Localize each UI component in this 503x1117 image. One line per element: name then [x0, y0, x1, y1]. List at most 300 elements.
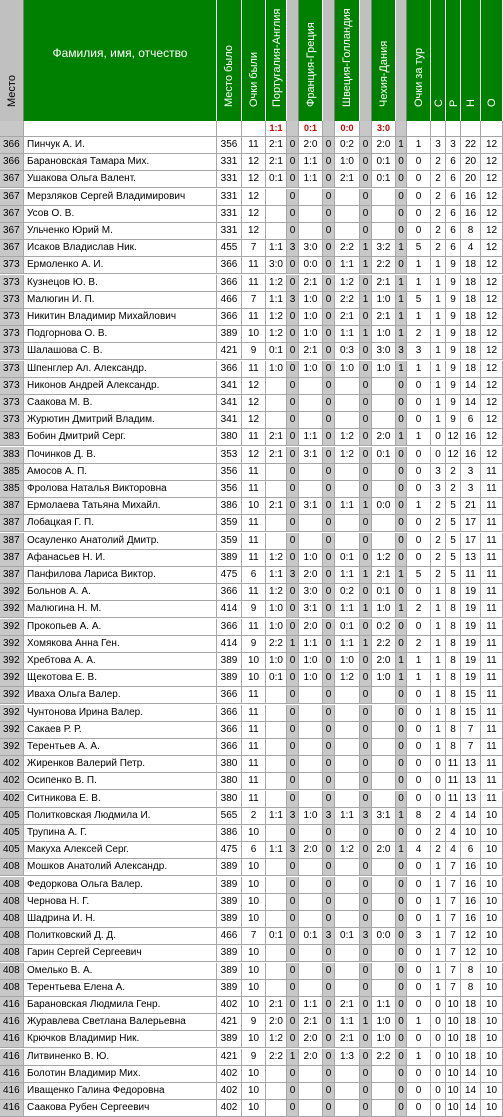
s-cell[interactable]: 1 — [431, 326, 446, 343]
match-3-points-cell[interactable]: 1 — [360, 257, 372, 274]
prev-points-cell[interactable]: 7 — [242, 928, 266, 945]
prev-points-cell[interactable]: 11 — [242, 481, 266, 498]
prev-place-cell[interactable]: 366 — [217, 739, 242, 756]
place-cell[interactable]: 408 — [0, 945, 24, 962]
match-3-points-cell[interactable]: 0 — [360, 412, 372, 429]
prev-points-cell[interactable]: 9 — [242, 1014, 266, 1031]
match-3-forecast-cell[interactable]: 1:1 — [335, 498, 360, 515]
match-1-points-cell[interactable]: 0 — [287, 137, 299, 154]
prev-points-cell[interactable]: 10 — [242, 1066, 266, 1083]
prev-points-cell[interactable]: 10 — [242, 894, 266, 911]
n-cell[interactable]: 18 — [461, 361, 481, 378]
match-4-forecast-cell[interactable] — [372, 395, 396, 412]
prev-points-cell[interactable]: 10 — [242, 980, 266, 997]
n-cell[interactable]: 16 — [461, 206, 481, 223]
match-2-forecast-cell[interactable] — [299, 859, 323, 876]
match-1-forecast-cell[interactable] — [266, 877, 287, 894]
n-cell[interactable]: 18 — [461, 326, 481, 343]
n-cell[interactable]: 7 — [461, 722, 481, 739]
n-cell[interactable]: 12 — [461, 928, 481, 945]
r-cell[interactable]: 6 — [446, 189, 461, 206]
prev-points-cell[interactable]: 12 — [242, 189, 266, 206]
s-cell[interactable]: 0 — [431, 756, 446, 773]
match-4-points-cell[interactable]: 0 — [396, 739, 407, 756]
header-o[interactable] — [481, 0, 503, 121]
o-cell[interactable]: 11 — [481, 773, 503, 790]
n-cell[interactable]: 10 — [461, 825, 481, 842]
tour-points-cell[interactable]: 0 — [407, 705, 431, 722]
name-cell[interactable]: Саакова Рубен Сергеевич — [24, 1100, 217, 1117]
match-1-points-cell[interactable]: 0 — [287, 1066, 299, 1083]
tour-points-cell[interactable]: 0 — [407, 171, 431, 188]
match-4-forecast-cell[interactable]: 2:1 — [372, 567, 396, 584]
match-1-points-cell[interactable]: 0 — [287, 154, 299, 171]
n-cell[interactable]: 14 — [461, 1066, 481, 1083]
match-3-points-cell[interactable]: 0 — [360, 877, 372, 894]
r-cell[interactable]: 4 — [446, 808, 461, 825]
place-cell[interactable]: 392 — [0, 653, 24, 670]
place-cell[interactable]: 416 — [0, 1014, 24, 1031]
place-cell[interactable]: 392 — [0, 619, 24, 636]
place-cell[interactable]: 408 — [0, 911, 24, 928]
match-3-forecast-cell[interactable]: 2:1 — [335, 997, 360, 1014]
match-3-points-cell[interactable]: 0 — [360, 171, 372, 188]
match-2-forecast-cell[interactable] — [299, 980, 323, 997]
name-cell[interactable]: Подгорнова О. В. — [24, 326, 217, 343]
match-4-forecast-cell[interactable]: 0:1 — [372, 584, 396, 601]
match-4-points-cell[interactable]: 0 — [396, 945, 407, 962]
name-cell[interactable]: Ушакова Ольга Валент. — [24, 171, 217, 188]
name-cell[interactable]: Иваха Ольга Валер. — [24, 687, 217, 704]
prev-place-cell[interactable]: 331 — [217, 154, 242, 171]
match-1-forecast-cell[interactable] — [266, 1100, 287, 1117]
match-2-points-cell[interactable]: 0 — [323, 533, 335, 550]
match-4-forecast-cell[interactable] — [372, 687, 396, 704]
tour-points-cell[interactable]: 1 — [407, 361, 431, 378]
match-1-points-cell[interactable]: 0 — [287, 928, 299, 945]
match-3-forecast-cell[interactable]: 0:1 — [335, 550, 360, 567]
n-cell[interactable]: 13 — [461, 773, 481, 790]
tour-points-cell[interactable]: 0 — [407, 825, 431, 842]
o-cell[interactable]: 10 — [481, 1066, 503, 1083]
match-2-forecast-cell[interactable]: 1:0 — [299, 292, 323, 309]
match-1-forecast-cell[interactable] — [266, 481, 287, 498]
match-3-forecast-cell[interactable] — [335, 206, 360, 223]
match-3-forecast-cell[interactable] — [335, 877, 360, 894]
match-2-points-cell[interactable]: 0 — [323, 137, 335, 154]
r-cell[interactable]: 7 — [446, 894, 461, 911]
s-cell[interactable]: 0 — [431, 1100, 446, 1117]
match-4-forecast-cell[interactable] — [372, 533, 396, 550]
match-2-forecast-cell[interactable]: 1:0 — [299, 326, 323, 343]
prev-points-cell[interactable]: 12 — [242, 154, 266, 171]
s-cell[interactable]: 0 — [431, 997, 446, 1014]
match-1-forecast-cell[interactable] — [266, 515, 287, 532]
n-cell[interactable]: 18 — [461, 1014, 481, 1031]
n-cell[interactable]: 22 — [461, 137, 481, 154]
name-cell[interactable]: Бобин Дмитрий Серг. — [24, 429, 217, 446]
r-cell[interactable]: 11 — [446, 773, 461, 790]
n-cell[interactable]: 14 — [461, 395, 481, 412]
match-2-points-cell[interactable]: 0 — [323, 773, 335, 790]
prev-place-cell[interactable]: 380 — [217, 773, 242, 790]
match-3-forecast-cell[interactable]: 0:2 — [335, 584, 360, 601]
place-cell[interactable]: 416 — [0, 1031, 24, 1048]
name-cell[interactable]: Крючков Владимир Ник. — [24, 1031, 217, 1048]
prev-points-cell[interactable]: 9 — [242, 1049, 266, 1066]
match-1-points-cell[interactable]: 0 — [287, 223, 299, 240]
prev-place-cell[interactable]: 389 — [217, 670, 242, 687]
match-3-forecast-cell[interactable] — [335, 1066, 360, 1083]
match-3-points-cell[interactable]: 0 — [360, 756, 372, 773]
s-cell[interactable]: 1 — [431, 395, 446, 412]
match-2-points-cell[interactable]: 0 — [323, 687, 335, 704]
match-3-result[interactable]: 0:0 — [335, 121, 360, 137]
place-cell[interactable]: 408 — [0, 928, 24, 945]
place-cell[interactable]: 416 — [0, 1100, 24, 1117]
header-s[interactable] — [431, 0, 446, 121]
o-cell[interactable]: 12 — [481, 275, 503, 292]
match-4-points-cell[interactable]: 0 — [396, 1066, 407, 1083]
match-2-points-cell[interactable]: 0 — [323, 877, 335, 894]
match-1-points-cell[interactable]: 0 — [287, 343, 299, 360]
s-cell[interactable]: 1 — [431, 687, 446, 704]
s-cell[interactable]: 1 — [431, 361, 446, 378]
n-cell[interactable]: 13 — [461, 791, 481, 808]
match-4-points-cell[interactable]: 0 — [396, 1049, 407, 1066]
match-2-points-cell[interactable]: 0 — [323, 705, 335, 722]
prev-place-cell[interactable]: 366 — [217, 584, 242, 601]
place-cell[interactable]: 373 — [0, 275, 24, 292]
match-4-forecast-cell[interactable] — [372, 481, 396, 498]
match-1-points-cell[interactable]: 0 — [287, 584, 299, 601]
match-2-forecast-cell[interactable]: 2:0 — [299, 842, 323, 859]
name-cell[interactable]: Ермоленко А. И. — [24, 257, 217, 274]
tour-points-cell[interactable]: 0 — [407, 223, 431, 240]
match-3-forecast-cell[interactable]: 1:0 — [335, 653, 360, 670]
o-cell[interactable]: 10 — [481, 808, 503, 825]
n-cell[interactable]: 17 — [461, 515, 481, 532]
s-cell[interactable]: 2 — [431, 223, 446, 240]
o-cell[interactable]: 11 — [481, 567, 503, 584]
match-2-points-cell[interactable]: 0 — [323, 980, 335, 997]
place-cell[interactable]: 387 — [0, 533, 24, 550]
match-2-forecast-cell[interactable] — [299, 963, 323, 980]
match-1-points-cell[interactable]: 0 — [287, 945, 299, 962]
match-1-forecast-cell[interactable]: 2:1 — [266, 429, 287, 446]
match-2-forecast-cell[interactable]: 2:1 — [299, 275, 323, 292]
match-1-points-cell[interactable]: 0 — [287, 189, 299, 206]
match-3-points-cell[interactable]: 0 — [360, 980, 372, 997]
results-cell-o[interactable] — [481, 121, 503, 137]
match-4-points-cell[interactable]: 0 — [396, 154, 407, 171]
place-cell[interactable]: 373 — [0, 361, 24, 378]
prev-place-cell[interactable]: 359 — [217, 533, 242, 550]
match-4-forecast-cell[interactable]: 1:0 — [372, 670, 396, 687]
match-1-forecast-cell[interactable]: 1:0 — [266, 619, 287, 636]
match-2-forecast-cell[interactable] — [299, 464, 323, 481]
prev-points-cell[interactable]: 11 — [242, 464, 266, 481]
prev-place-cell[interactable]: 366 — [217, 361, 242, 378]
name-cell[interactable]: Малюгина Н. М. — [24, 601, 217, 618]
prev-place-cell[interactable]: 356 — [217, 464, 242, 481]
match-4-forecast-cell[interactable] — [372, 773, 396, 790]
r-cell[interactable]: 9 — [446, 395, 461, 412]
prev-points-cell[interactable]: 10 — [242, 877, 266, 894]
name-cell[interactable]: Осауленко Анатолий Дмитр. — [24, 533, 217, 550]
results-cell-r[interactable] — [446, 121, 461, 137]
match-1-points-cell[interactable]: 0 — [287, 378, 299, 395]
match-1-points-cell[interactable]: 0 — [287, 619, 299, 636]
match-2-forecast-cell[interactable]: 1:1 — [299, 171, 323, 188]
name-cell[interactable]: Никонов Андрей Александр. — [24, 378, 217, 395]
r-cell[interactable]: 6 — [446, 240, 461, 257]
place-cell[interactable]: 367 — [0, 206, 24, 223]
r-cell[interactable]: 7 — [446, 877, 461, 894]
s-cell[interactable]: 1 — [431, 292, 446, 309]
prev-place-cell[interactable]: 386 — [217, 825, 242, 842]
match-3-forecast-cell[interactable] — [335, 859, 360, 876]
header-r[interactable] — [446, 0, 461, 121]
prev-points-cell[interactable]: 11 — [242, 739, 266, 756]
prev-points-cell[interactable]: 7 — [242, 240, 266, 257]
match-1-forecast-cell[interactable] — [266, 739, 287, 756]
match-2-points-cell[interactable]: 0 — [323, 429, 335, 446]
o-cell[interactable]: 10 — [481, 1100, 503, 1117]
match-3-forecast-cell[interactable]: 2:2 — [335, 240, 360, 257]
prev-points-cell[interactable]: 10 — [242, 825, 266, 842]
n-cell[interactable]: 18 — [461, 1031, 481, 1048]
match-3-points-cell[interactable]: 0 — [360, 894, 372, 911]
place-cell[interactable]: 392 — [0, 584, 24, 601]
place-cell[interactable]: 392 — [0, 601, 24, 618]
match-4-forecast-cell[interactable]: 3:1 — [372, 808, 396, 825]
match-1-forecast-cell[interactable] — [266, 533, 287, 550]
s-cell[interactable]: 2 — [431, 171, 446, 188]
tour-points-cell[interactable]: 2 — [407, 636, 431, 653]
tour-points-cell[interactable]: 1 — [407, 137, 431, 154]
place-cell[interactable]: 387 — [0, 515, 24, 532]
match-3-points-cell[interactable]: 0 — [360, 945, 372, 962]
r-cell[interactable]: 4 — [446, 825, 461, 842]
match-2-forecast-cell[interactable] — [299, 945, 323, 962]
match-3-points-cell[interactable]: 0 — [360, 653, 372, 670]
match-4-points-cell[interactable]: 0 — [396, 1014, 407, 1031]
prev-place-cell[interactable]: 421 — [217, 343, 242, 360]
prev-place-cell[interactable]: 402 — [217, 1083, 242, 1100]
match-3-points-cell[interactable]: 0 — [360, 223, 372, 240]
n-cell[interactable]: 12 — [461, 945, 481, 962]
match-1-forecast-cell[interactable]: 2:2 — [266, 636, 287, 653]
match-3-points-cell[interactable]: 0 — [360, 825, 372, 842]
prev-place-cell[interactable]: 455 — [217, 240, 242, 257]
prev-points-cell[interactable]: 11 — [242, 722, 266, 739]
match-3-forecast-cell[interactable] — [335, 756, 360, 773]
o-cell[interactable]: 10 — [481, 980, 503, 997]
match-3-points-cell[interactable]: 0 — [360, 378, 372, 395]
place-cell[interactable]: 385 — [0, 481, 24, 498]
match-2-forecast-cell[interactable] — [299, 825, 323, 842]
match-2-forecast-cell[interactable] — [299, 206, 323, 223]
tour-points-cell[interactable]: 1 — [407, 653, 431, 670]
n-cell[interactable]: 13 — [461, 550, 481, 567]
match-4-points-cell[interactable]: 0 — [396, 705, 407, 722]
tour-points-cell[interactable]: 5 — [407, 240, 431, 257]
match-2-forecast-cell[interactable] — [299, 412, 323, 429]
match-1-points-cell[interactable]: 0 — [287, 963, 299, 980]
match-4-points-cell[interactable]: 0 — [396, 447, 407, 464]
n-cell[interactable]: 16 — [461, 894, 481, 911]
match-3-forecast-cell[interactable]: 1:0 — [335, 361, 360, 378]
prev-place-cell[interactable]: 475 — [217, 842, 242, 859]
r-cell[interactable]: 2 — [446, 481, 461, 498]
prev-points-cell[interactable]: 11 — [242, 429, 266, 446]
r-cell[interactable]: 6 — [446, 154, 461, 171]
place-cell[interactable]: 405 — [0, 808, 24, 825]
prev-place-cell[interactable]: 380 — [217, 756, 242, 773]
s-cell[interactable]: 0 — [431, 1083, 446, 1100]
match-1-forecast-cell[interactable]: 1:1 — [266, 567, 287, 584]
match-2-points-cell[interactable]: 0 — [323, 343, 335, 360]
prev-place-cell[interactable]: 331 — [217, 189, 242, 206]
n-cell[interactable]: 3 — [461, 464, 481, 481]
place-cell[interactable]: 373 — [0, 412, 24, 429]
prev-place-cell[interactable]: 389 — [217, 980, 242, 997]
match-1-result[interactable]: 1:1 — [266, 121, 287, 137]
tour-points-cell[interactable]: 1 — [407, 498, 431, 515]
prev-place-cell[interactable]: 421 — [217, 1014, 242, 1031]
match-2-points-cell[interactable]: 0 — [323, 739, 335, 756]
match-1-points-cell[interactable]: 0 — [287, 859, 299, 876]
o-cell[interactable]: 11 — [481, 636, 503, 653]
place-cell[interactable]: 392 — [0, 636, 24, 653]
r-cell[interactable]: 8 — [446, 653, 461, 670]
tour-points-cell[interactable]: 0 — [407, 464, 431, 481]
header-tour-points[interactable] — [407, 0, 431, 121]
match-3-forecast-cell[interactable] — [335, 481, 360, 498]
header-match-1[interactable] — [266, 0, 287, 121]
match-1-forecast-cell[interactable] — [266, 378, 287, 395]
match-2-forecast-cell[interactable] — [299, 1066, 323, 1083]
match-4-forecast-cell[interactable]: 1:0 — [372, 361, 396, 378]
prev-place-cell[interactable]: 389 — [217, 877, 242, 894]
match-4-forecast-cell[interactable] — [372, 206, 396, 223]
o-cell[interactable]: 12 — [481, 223, 503, 240]
match-1-points-cell[interactable]: 0 — [287, 550, 299, 567]
match-3-points-cell[interactable]: 1 — [360, 240, 372, 257]
n-cell[interactable]: 18 — [461, 1049, 481, 1066]
match-4-points-cell[interactable]: 0 — [396, 928, 407, 945]
match-1-forecast-cell[interactable] — [266, 464, 287, 481]
match-3-forecast-cell[interactable] — [335, 980, 360, 997]
match-4-points-cell[interactable]: 0 — [396, 1083, 407, 1100]
o-cell[interactable]: 11 — [481, 756, 503, 773]
match-4-points-cell[interactable]: 0 — [396, 378, 407, 395]
match-3-points-cell[interactable]: 0 — [360, 1049, 372, 1066]
r-cell[interactable]: 8 — [446, 619, 461, 636]
match-4-forecast-cell[interactable] — [372, 1066, 396, 1083]
tour-points-cell[interactable]: 0 — [407, 189, 431, 206]
match-4-forecast-cell[interactable]: 1:0 — [372, 1014, 396, 1031]
prev-place-cell[interactable]: 389 — [217, 945, 242, 962]
r-cell[interactable]: 8 — [446, 722, 461, 739]
o-cell[interactable]: 12 — [481, 378, 503, 395]
match-1-points-cell[interactable]: 3 — [287, 567, 299, 584]
s-cell[interactable]: 0 — [431, 1066, 446, 1083]
results-cell-place[interactable] — [0, 121, 24, 137]
match-3-points-cell[interactable]: 1 — [360, 498, 372, 515]
o-cell[interactable]: 11 — [481, 601, 503, 618]
match-3-forecast-cell[interactable] — [335, 739, 360, 756]
match-2-points-cell[interactable]: 0 — [323, 240, 335, 257]
tour-points-cell[interactable]: 2 — [407, 326, 431, 343]
results-cell-prev-place[interactable] — [217, 121, 242, 137]
n-cell[interactable]: 14 — [461, 808, 481, 825]
r-cell[interactable]: 12 — [446, 447, 461, 464]
match-1-forecast-cell[interactable]: 1:0 — [266, 361, 287, 378]
match-2-points-cell[interactable]: 0 — [323, 1083, 335, 1100]
match-1-forecast-cell[interactable] — [266, 773, 287, 790]
match-2-points-cell[interactable]: 0 — [323, 859, 335, 876]
prev-points-cell[interactable]: 2 — [242, 808, 266, 825]
tour-points-cell[interactable]: 1 — [407, 275, 431, 292]
match-4-points-cell[interactable]: 0 — [396, 533, 407, 550]
match-4-forecast-cell[interactable] — [372, 945, 396, 962]
match-3-points-cell[interactable]: 0 — [360, 842, 372, 859]
name-cell[interactable]: Гарин Сергей Сергеевич — [24, 945, 217, 962]
match-1-points-cell[interactable]: 0 — [287, 429, 299, 446]
o-cell[interactable]: 11 — [481, 515, 503, 532]
place-cell[interactable]: 392 — [0, 722, 24, 739]
match-1-points-cell[interactable]: 0 — [287, 412, 299, 429]
match-2-points-cell[interactable]: 0 — [323, 1100, 335, 1117]
prev-points-cell[interactable]: 11 — [242, 275, 266, 292]
n-cell[interactable]: 8 — [461, 223, 481, 240]
place-cell[interactable]: 405 — [0, 842, 24, 859]
match-2-forecast-cell[interactable]: 1:0 — [299, 670, 323, 687]
match-1-points-cell[interactable]: 0 — [287, 1100, 299, 1117]
match-1-forecast-cell[interactable]: 2:1 — [266, 154, 287, 171]
place-cell[interactable]: 373 — [0, 257, 24, 274]
match-1-points-cell[interactable]: 0 — [287, 756, 299, 773]
match-2-points-cell[interactable]: 0 — [323, 498, 335, 515]
match-3-forecast-cell[interactable] — [335, 378, 360, 395]
o-cell[interactable]: 11 — [481, 464, 503, 481]
match-1-points-cell[interactable]: 0 — [287, 533, 299, 550]
match-3-forecast-cell[interactable]: 0:2 — [335, 137, 360, 154]
match-2-points-cell[interactable]: 0 — [323, 567, 335, 584]
match-4-points-cell[interactable]: 0 — [396, 223, 407, 240]
place-cell[interactable]: 387 — [0, 498, 24, 515]
prev-place-cell[interactable]: 389 — [217, 550, 242, 567]
name-cell[interactable]: Ермолаева Татьяна Михайл. — [24, 498, 217, 515]
place-cell[interactable]: 392 — [0, 670, 24, 687]
n-cell[interactable]: 19 — [461, 601, 481, 618]
o-cell[interactable]: 12 — [481, 189, 503, 206]
match-1-forecast-cell[interactable]: 3:0 — [266, 257, 287, 274]
match-2-points-cell[interactable]: 0 — [323, 292, 335, 309]
prev-place-cell[interactable]: 389 — [217, 963, 242, 980]
prev-place-cell[interactable]: 386 — [217, 498, 242, 515]
r-cell[interactable]: 10 — [446, 1100, 461, 1117]
match-1-points-cell[interactable]: 0 — [287, 464, 299, 481]
match-3-forecast-cell[interactable] — [335, 395, 360, 412]
name-cell[interactable]: Ситникова Е. В. — [24, 791, 217, 808]
prev-place-cell[interactable]: 356 — [217, 137, 242, 154]
match-2-points-cell[interactable]: 3 — [323, 808, 335, 825]
match-1-points-cell[interactable]: 0 — [287, 206, 299, 223]
name-cell[interactable]: Саакова М. В. — [24, 395, 217, 412]
